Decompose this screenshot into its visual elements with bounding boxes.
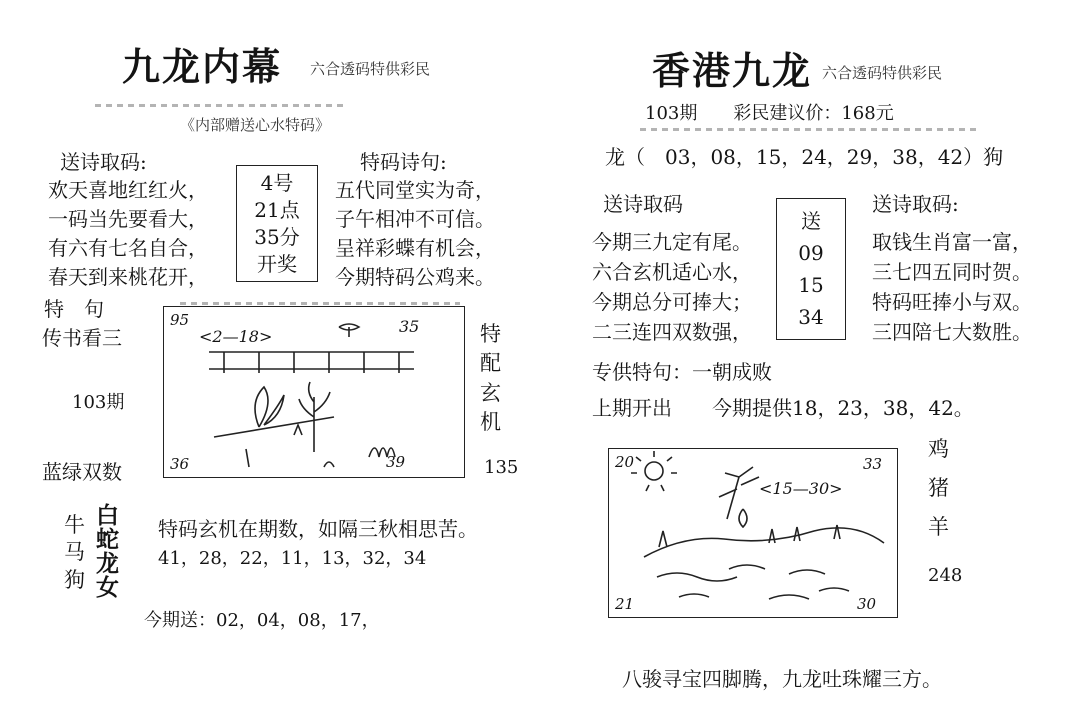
left-side-char-3: 玄 [480, 380, 501, 405]
right-side-chars [928, 430, 949, 547]
right-sketch [609, 449, 897, 617]
zodiac-dragon: 龙 [96, 550, 119, 578]
right-pic-bl: 21 [615, 595, 635, 613]
right-pic-range: <15—30> [759, 479, 843, 498]
right-side-char-2: 猪 [928, 475, 949, 500]
right-poem-line-2: 六合玄机适心水， [592, 260, 752, 284]
send-box-num-2: 15 [798, 273, 824, 297]
right-poem-line-3: 今期总分可捧大； [592, 290, 752, 314]
right-pic-tr: 33 [863, 455, 883, 473]
zodiac-horse: 马 [64, 540, 85, 565]
left-poem2-line-4: 今期特码公鸡来。 [335, 265, 495, 289]
zodiac-dog: 狗 [64, 567, 85, 592]
left-tejv-label: 特 句 [44, 297, 104, 321]
left-pic-bl: 36 [170, 455, 190, 473]
zodiac-female: 女 [96, 574, 119, 602]
left-pic-br: 39 [386, 453, 406, 471]
left-pic-tr: 35 [399, 317, 420, 336]
left-title: 九龙内幕 [122, 44, 283, 89]
zodiac-ox: 牛 [64, 513, 85, 537]
xuanji-text: 特码玄机在期数，如隔三秋相思苦。 [158, 517, 478, 541]
right-poem2-line-1: 取钱生肖富一富， [872, 230, 1032, 254]
butterfly-wings [255, 387, 284, 427]
right-title: 香港九龙 [652, 48, 813, 93]
bird-doodle [339, 324, 359, 337]
jinqi-numbers: 今期送：02，04，08，17， [144, 610, 380, 631]
left-pic-tl: 95 [170, 311, 190, 329]
water-waves [657, 565, 849, 599]
left-poem-line-1: 欢天喜地红红火， [48, 178, 208, 202]
right-picture-frame [608, 448, 898, 618]
left-smudged-line [95, 104, 345, 107]
right-subtitle: 六合透码特供彩民 [822, 64, 943, 82]
left-side-char-4: 机 [480, 410, 501, 435]
right-pic-tl: 20 [615, 453, 635, 471]
shore-line [644, 528, 884, 557]
zodiac-snake: 蛇 [96, 526, 119, 554]
right-poem2-line-3: 特码旺捧小与双。 [872, 290, 1032, 314]
left-banner: 《内部赠送心水特码》 [180, 116, 331, 134]
time-box-line-1: 4号 [260, 171, 294, 195]
left-poem-header: 送诗取码: [60, 150, 147, 174]
left-poem2-header: 特码诗句: [360, 150, 447, 174]
right-smudged-line [640, 128, 980, 131]
reeds [659, 525, 840, 547]
left-side-char-1: 特 [480, 322, 501, 346]
right-footer: 八骏寻宝四脚腾，九龙吐珠耀三方。 [622, 667, 942, 691]
left-poem-line-2: 一码当先要看大， [48, 207, 208, 231]
flower-plant [299, 382, 330, 452]
right-zhuangong: 专供特句：一朝成败 [592, 360, 772, 384]
time-box-line-3: 35分 [254, 225, 300, 249]
right-poem-line-1: 今期三九定有尾。 [592, 230, 752, 254]
right-shangqi: 上期开出 今期提供18，23，38，42。 [592, 396, 974, 420]
send-box-num-3: 34 [798, 305, 824, 329]
right-poem2-line-4: 三四陪七大数胜。 [872, 320, 1032, 344]
left-smudged-line-2 [180, 302, 460, 305]
right-side-char-1: 鸡 [928, 437, 949, 461]
left-side-num: 135 [484, 457, 519, 478]
left-side-char-2: 配 [480, 351, 501, 376]
grass-tufts [294, 425, 395, 457]
left-poem-line-3: 有六有七名自合， [48, 236, 208, 260]
zodiac-left-col [64, 512, 85, 594]
xuanji-numbers: 41，28，22，11，13，32，34 [158, 548, 427, 569]
right-side-char-3: 羊 [928, 514, 949, 539]
time-box-line-4: 开奖 [257, 252, 297, 276]
right-poem-header: 送诗取码 [603, 192, 683, 216]
right-poem2-header: 送诗取码: [872, 192, 959, 216]
stem-line [214, 417, 334, 437]
right-issue-line: 103期 彩民建议价：168元 [645, 103, 894, 124]
right-side-num: 248 [928, 565, 963, 586]
right-long-line: 龙（ 03，08，15，24，29，38，42）狗 [605, 145, 1004, 169]
time-box-line-2: 21点 [254, 198, 300, 222]
right-pic-br: 30 [857, 595, 877, 613]
zodiac-right-col [96, 504, 119, 601]
right-send-box [776, 198, 846, 340]
left-poem2-line-3: 呈祥彩蝶有机会， [335, 236, 495, 260]
left-poem2-line-1: 五代同堂实为奇， [335, 178, 495, 202]
left-subtitle: 六合透码特供彩民 [310, 60, 431, 78]
left-chuanshu: 传书看三 [42, 326, 122, 350]
send-box-num-1: 09 [798, 241, 824, 265]
sun-rays [631, 451, 677, 491]
right-poem2-line-2: 三七四五同时贺。 [872, 260, 1032, 284]
left-poem-line-4: 春天到来桃花开， [48, 265, 208, 289]
left-lanlv: 蓝绿双数 [42, 460, 122, 484]
send-box-label: 送 [801, 209, 821, 233]
zodiac-white: 白 [96, 502, 119, 529]
left-poem2-line-2: 子午相冲不可信。 [335, 207, 495, 231]
ground-marks [246, 449, 334, 467]
bud [739, 509, 747, 527]
fence-posts [224, 352, 399, 373]
sun-circle [645, 462, 663, 480]
left-side-chars [480, 320, 501, 438]
left-picture-frame [163, 306, 465, 478]
bamboo-plant [719, 467, 759, 519]
left-issue: 103期 [72, 392, 125, 413]
right-poem-line-4: 二三连四双数强， [592, 320, 752, 344]
left-pic-range: <2—18> [199, 327, 273, 346]
left-time-box [236, 165, 318, 282]
